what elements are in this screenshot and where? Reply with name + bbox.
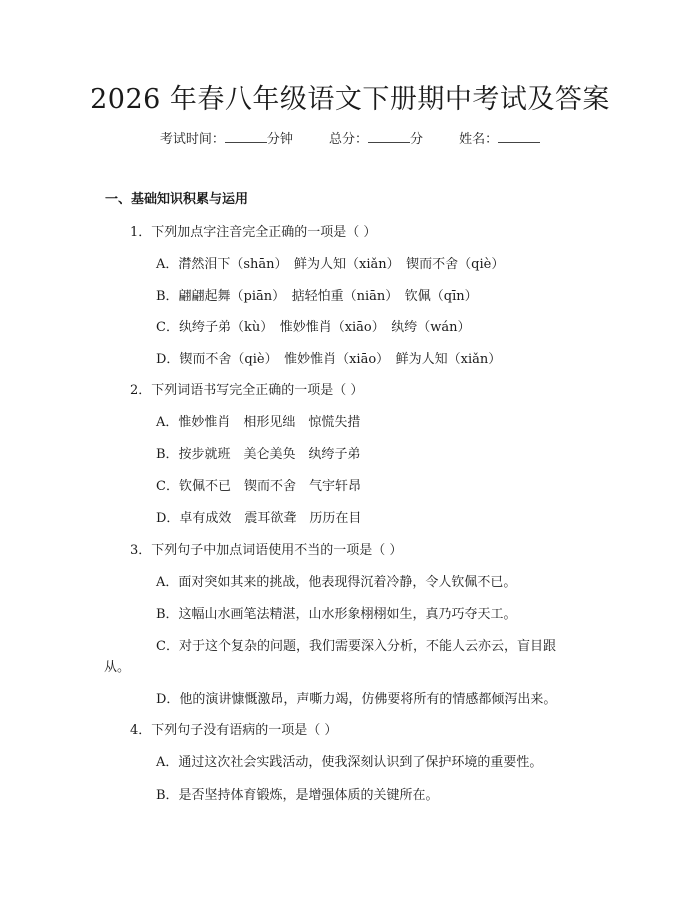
question-3-option-c-wrap: 从。	[104, 660, 131, 675]
question-1-option-a: A．潸然泪下（shān） 鲜为人知（xiǎn） 锲而不舍（qiè）	[156, 257, 505, 272]
question-4-option-a: A．通过这次社会实践活动，使我深刻认识到了保护环境的重要性。	[156, 755, 543, 770]
question-4-option-b: B．是否坚持体育锻炼，是增强体质的关键所在。	[156, 788, 439, 803]
question-1-option-b: B．翩翩起舞（piān） 掂轻怕重（niān） 钦佩（qīn）	[156, 289, 478, 304]
time-unit: 分钟	[266, 132, 293, 147]
question-3-option-a: A．面对突如其来的挑战，他表现得沉着冷静，令人钦佩不已。	[156, 575, 517, 590]
score-unit: 分	[410, 132, 424, 147]
name-label: 姓名：	[459, 132, 499, 147]
time-field	[160, 130, 293, 150]
question-1-option-d: D．锲而不舍（qiè） 惟妙惟肖（xiāo） 鲜为人知（xiǎn）	[156, 352, 502, 367]
question-2-option-a: A．惟妙惟肖 相形见绌 惊慌失措	[156, 415, 361, 430]
time-blank[interactable]	[225, 130, 267, 143]
question-2-option-c: C．钦佩不已 锲而不舍 气宇轩昂	[156, 479, 361, 494]
question-3-option-b: B．这幅山水画笔法精湛，山水形象栩栩如生，真乃巧夺天工。	[156, 607, 517, 622]
score-blank[interactable]	[368, 130, 410, 143]
question-2-stem: 2．下列词语书写完全正确的一项是（ ）	[130, 383, 364, 398]
name-field	[459, 130, 540, 150]
question-3-stem: 3．下列句子中加点词语使用不当的一项是（ ）	[130, 543, 403, 558]
question-2-option-d: D．卓有成效 震耳欲聋 历历在目	[156, 511, 362, 526]
score-label: 总分：	[328, 132, 368, 147]
score-field	[329, 130, 423, 150]
exam-info-line	[0, 130, 700, 150]
question-3-option-d: D．他的演讲慷慨激昂，声嘶力竭，仿佛要将所有的情感都倾泻出来。	[156, 692, 557, 707]
time-label: 考试时间：	[159, 132, 225, 147]
page-title: 2026 年春八年级语文下册期中考试及答案	[90, 84, 610, 115]
question-1-stem: 1．下列加点字注音完全正确的一项是（ ）	[130, 225, 377, 240]
name-blank[interactable]	[498, 130, 540, 143]
question-1-option-c: C．纨绔子弟（kù） 惟妙惟肖（xiāo） 纨绔（wán）	[156, 320, 471, 335]
question-3-option-c: C．对于这个复杂的问题，我们需要深入分析，不能人云亦云，盲目跟	[156, 639, 556, 654]
question-4-stem: 4．下列句子没有语病的一项是（ ）	[130, 723, 338, 738]
question-2-option-b: B．按步就班 美仑美奂 纨绔子弟	[156, 447, 361, 462]
section-title: 一、基础知识积累与运用	[105, 192, 249, 207]
